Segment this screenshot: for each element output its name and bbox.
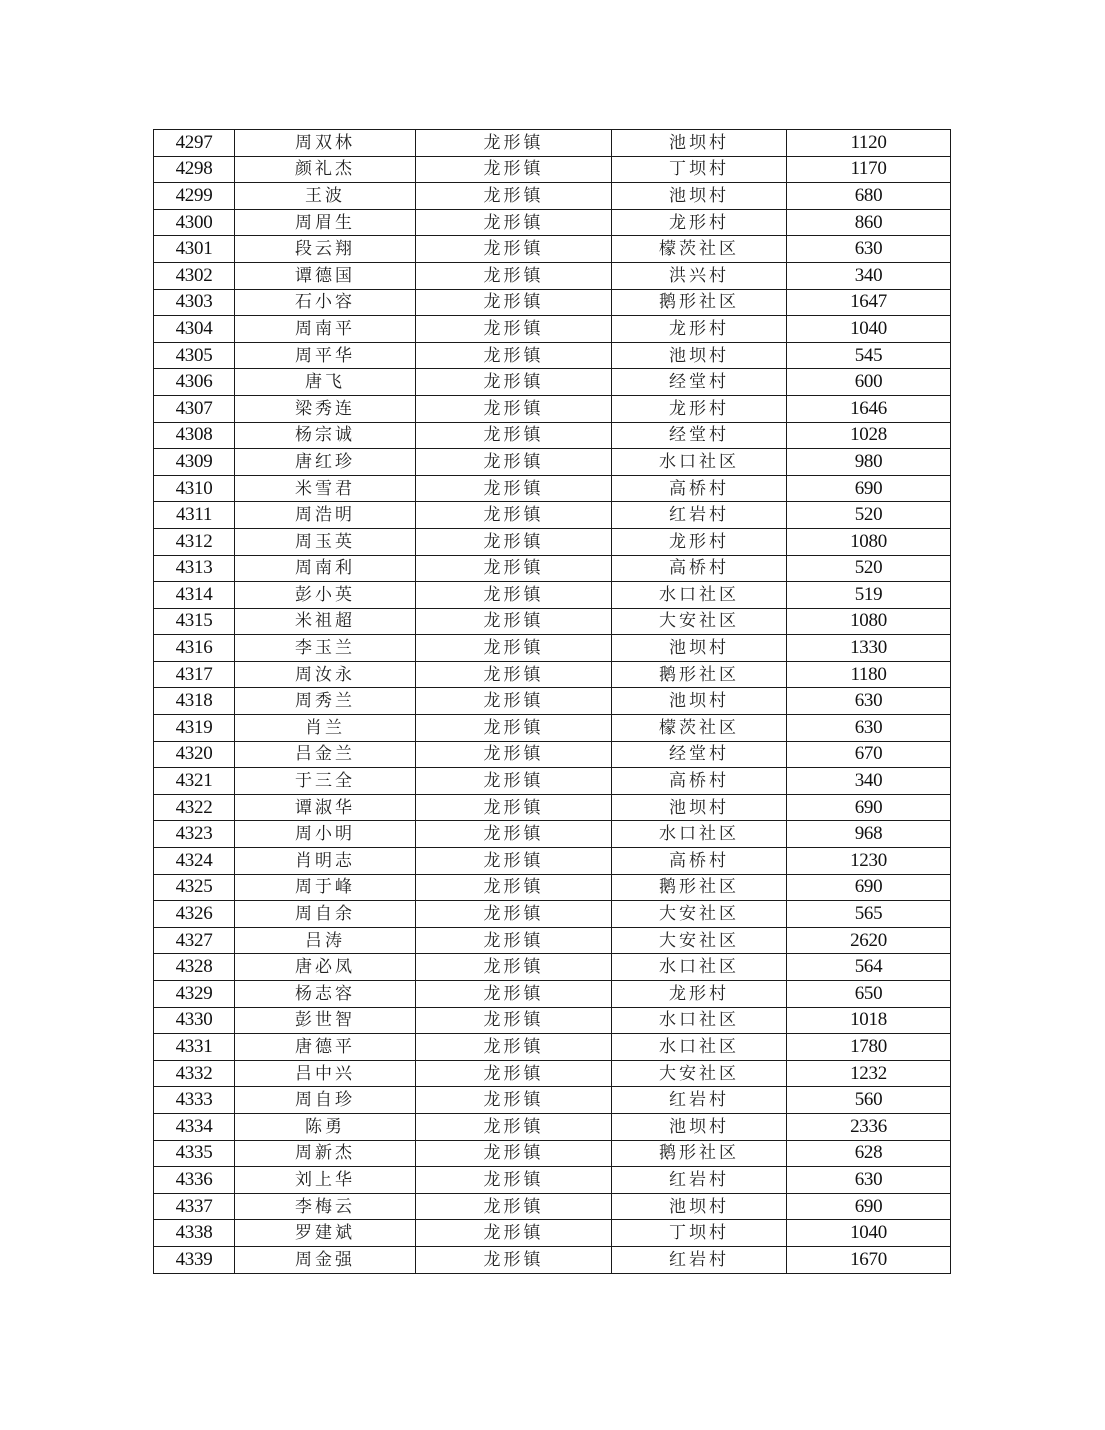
table-row	[154, 954, 951, 981]
cell-amount: 690	[787, 794, 951, 821]
cell-town: 龙形镇	[416, 848, 612, 875]
cell-amount: 980	[787, 449, 951, 476]
cell-name: 米雪君	[235, 475, 416, 502]
cell-id: 4334	[154, 1113, 235, 1140]
cell-id: 4310	[154, 475, 235, 502]
cell-name: 周于峰	[235, 874, 416, 901]
cell-town: 龙形镇	[416, 475, 612, 502]
cell-amount: 1028	[787, 422, 951, 449]
cell-town: 龙形镇	[416, 183, 612, 210]
cell-amount: 690	[787, 874, 951, 901]
cell-id: 4312	[154, 528, 235, 555]
cell-id: 4306	[154, 369, 235, 396]
cell-amount: 520	[787, 555, 951, 582]
table-row	[154, 1220, 951, 1247]
cell-id: 4322	[154, 794, 235, 821]
cell-name: 唐飞	[235, 369, 416, 396]
cell-name: 周南利	[235, 555, 416, 582]
cell-id: 4329	[154, 981, 235, 1008]
cell-village: 鹅形社区	[612, 1140, 787, 1167]
roster-table	[153, 129, 951, 1274]
cell-id: 4308	[154, 422, 235, 449]
cell-town: 龙形镇	[416, 1193, 612, 1220]
cell-town: 龙形镇	[416, 1113, 612, 1140]
cell-name: 周平华	[235, 342, 416, 369]
cell-village: 池坝村	[612, 342, 787, 369]
cell-town: 龙形镇	[416, 369, 612, 396]
cell-name: 陈勇	[235, 1113, 416, 1140]
cell-id: 4331	[154, 1034, 235, 1061]
cell-amount: 565	[787, 901, 951, 928]
table-row	[154, 130, 951, 157]
cell-town: 龙形镇	[416, 741, 612, 768]
cell-amount: 340	[787, 262, 951, 289]
cell-amount: 630	[787, 688, 951, 715]
cell-amount: 600	[787, 369, 951, 396]
cell-amount: 519	[787, 582, 951, 609]
table-row	[154, 981, 951, 1008]
cell-town: 龙形镇	[416, 1246, 612, 1273]
table-row	[154, 927, 951, 954]
cell-amount: 1330	[787, 635, 951, 662]
cell-name: 周眉生	[235, 209, 416, 236]
table-row	[154, 1060, 951, 1087]
table-row	[154, 582, 951, 609]
table-row	[154, 555, 951, 582]
cell-amount: 1670	[787, 1246, 951, 1273]
cell-amount: 670	[787, 741, 951, 768]
table-row	[154, 874, 951, 901]
cell-village: 水口社区	[612, 821, 787, 848]
cell-town: 龙形镇	[416, 954, 612, 981]
cell-name: 米祖超	[235, 608, 416, 635]
cell-town: 龙形镇	[416, 1140, 612, 1167]
cell-id: 4335	[154, 1140, 235, 1167]
cell-town: 龙形镇	[416, 422, 612, 449]
cell-village: 水口社区	[612, 449, 787, 476]
cell-id: 4300	[154, 209, 235, 236]
cell-name: 李梅云	[235, 1193, 416, 1220]
cell-name: 彭小英	[235, 582, 416, 609]
cell-amount: 1170	[787, 156, 951, 183]
cell-village: 高桥村	[612, 768, 787, 795]
table-row	[154, 502, 951, 529]
cell-town: 龙形镇	[416, 209, 612, 236]
cell-name: 颜礼杰	[235, 156, 416, 183]
table-row	[154, 528, 951, 555]
cell-id: 4327	[154, 927, 235, 954]
table-row	[154, 768, 951, 795]
table-row	[154, 741, 951, 768]
cell-amount: 2620	[787, 927, 951, 954]
cell-name: 周自珍	[235, 1087, 416, 1114]
cell-town: 龙形镇	[416, 981, 612, 1008]
cell-town: 龙形镇	[416, 1220, 612, 1247]
cell-name: 杨志容	[235, 981, 416, 1008]
cell-town: 龙形镇	[416, 289, 612, 316]
cell-name: 谭淑华	[235, 794, 416, 821]
table-row	[154, 342, 951, 369]
cell-name: 周小明	[235, 821, 416, 848]
cell-name: 梁秀连	[235, 395, 416, 422]
cell-town: 龙形镇	[416, 449, 612, 476]
cell-name: 彭世智	[235, 1007, 416, 1034]
cell-name: 吕金兰	[235, 741, 416, 768]
table-row	[154, 1007, 951, 1034]
cell-id: 4325	[154, 874, 235, 901]
cell-id: 4317	[154, 661, 235, 688]
table-row	[154, 1113, 951, 1140]
cell-village: 高桥村	[612, 555, 787, 582]
cell-town: 龙形镇	[416, 1087, 612, 1114]
cell-village: 龙形村	[612, 395, 787, 422]
cell-village: 水口社区	[612, 1034, 787, 1061]
table-row	[154, 901, 951, 928]
cell-village: 水口社区	[612, 954, 787, 981]
table-row	[154, 848, 951, 875]
cell-name: 周浩明	[235, 502, 416, 529]
cell-id: 4333	[154, 1087, 235, 1114]
cell-id: 4318	[154, 688, 235, 715]
roster-table-body	[154, 130, 951, 1274]
cell-town: 龙形镇	[416, 1034, 612, 1061]
cell-name: 吕涛	[235, 927, 416, 954]
cell-town: 龙形镇	[416, 715, 612, 742]
cell-town: 龙形镇	[416, 608, 612, 635]
table-row	[154, 316, 951, 343]
cell-amount: 630	[787, 715, 951, 742]
cell-name: 周自余	[235, 901, 416, 928]
cell-id: 4313	[154, 555, 235, 582]
cell-village: 鹅形社区	[612, 661, 787, 688]
cell-name: 周南平	[235, 316, 416, 343]
cell-name: 杨宗诚	[235, 422, 416, 449]
cell-town: 龙形镇	[416, 502, 612, 529]
cell-village: 丁坝村	[612, 156, 787, 183]
cell-name: 罗建斌	[235, 1220, 416, 1247]
cell-village: 鹅形社区	[612, 874, 787, 901]
cell-amount: 630	[787, 236, 951, 263]
cell-name: 段云翔	[235, 236, 416, 263]
cell-village: 池坝村	[612, 130, 787, 157]
cell-village: 檬茨社区	[612, 715, 787, 742]
table-row	[154, 156, 951, 183]
table-row	[154, 608, 951, 635]
cell-amount: 2336	[787, 1113, 951, 1140]
cell-amount: 560	[787, 1087, 951, 1114]
cell-name: 周玉英	[235, 528, 416, 555]
table-row	[154, 1246, 951, 1273]
cell-town: 龙形镇	[416, 821, 612, 848]
cell-id: 4307	[154, 395, 235, 422]
cell-name: 刘上华	[235, 1167, 416, 1194]
cell-name: 唐红珍	[235, 449, 416, 476]
cell-name: 肖明志	[235, 848, 416, 875]
table-row	[154, 395, 951, 422]
table-row	[154, 262, 951, 289]
cell-name: 石小容	[235, 289, 416, 316]
cell-amount: 1080	[787, 608, 951, 635]
cell-id: 4311	[154, 502, 235, 529]
cell-amount: 1180	[787, 661, 951, 688]
cell-name: 周新杰	[235, 1140, 416, 1167]
cell-village: 经堂村	[612, 741, 787, 768]
cell-village: 经堂村	[612, 369, 787, 396]
cell-name: 王波	[235, 183, 416, 210]
cell-town: 龙形镇	[416, 342, 612, 369]
cell-id: 4309	[154, 449, 235, 476]
cell-amount: 1040	[787, 1220, 951, 1247]
cell-id: 4326	[154, 901, 235, 928]
cell-village: 大安社区	[612, 901, 787, 928]
cell-amount: 564	[787, 954, 951, 981]
cell-id: 4316	[154, 635, 235, 662]
cell-town: 龙形镇	[416, 1060, 612, 1087]
cell-town: 龙形镇	[416, 528, 612, 555]
cell-town: 龙形镇	[416, 555, 612, 582]
cell-village: 池坝村	[612, 794, 787, 821]
cell-id: 4315	[154, 608, 235, 635]
cell-amount: 680	[787, 183, 951, 210]
cell-town: 龙形镇	[416, 768, 612, 795]
cell-town: 龙形镇	[416, 635, 612, 662]
cell-town: 龙形镇	[416, 901, 612, 928]
cell-village: 高桥村	[612, 848, 787, 875]
cell-id: 4305	[154, 342, 235, 369]
cell-town: 龙形镇	[416, 582, 612, 609]
cell-village: 池坝村	[612, 1113, 787, 1140]
cell-village: 檬茨社区	[612, 236, 787, 263]
table-row	[154, 422, 951, 449]
cell-town: 龙形镇	[416, 661, 612, 688]
cell-village: 红岩村	[612, 1167, 787, 1194]
cell-id: 4330	[154, 1007, 235, 1034]
table-row	[154, 1140, 951, 1167]
cell-amount: 1040	[787, 316, 951, 343]
cell-id: 4301	[154, 236, 235, 263]
cell-name: 唐必凤	[235, 954, 416, 981]
cell-name: 唐德平	[235, 1034, 416, 1061]
cell-id: 4304	[154, 316, 235, 343]
cell-id: 4328	[154, 954, 235, 981]
cell-village: 池坝村	[612, 635, 787, 662]
cell-id: 4314	[154, 582, 235, 609]
cell-town: 龙形镇	[416, 794, 612, 821]
cell-town: 龙形镇	[416, 874, 612, 901]
cell-id: 4320	[154, 741, 235, 768]
table-row	[154, 369, 951, 396]
cell-id: 4332	[154, 1060, 235, 1087]
cell-town: 龙形镇	[416, 156, 612, 183]
cell-village: 红岩村	[612, 502, 787, 529]
cell-village: 大安社区	[612, 927, 787, 954]
cell-id: 4336	[154, 1167, 235, 1194]
cell-id: 4299	[154, 183, 235, 210]
cell-amount: 860	[787, 209, 951, 236]
cell-amount: 1646	[787, 395, 951, 422]
table-row	[154, 449, 951, 476]
cell-village: 洪兴村	[612, 262, 787, 289]
cell-town: 龙形镇	[416, 927, 612, 954]
table-row	[154, 1167, 951, 1194]
cell-village: 大安社区	[612, 608, 787, 635]
table-row	[154, 289, 951, 316]
cell-village: 经堂村	[612, 422, 787, 449]
cell-village: 水口社区	[612, 582, 787, 609]
cell-amount: 628	[787, 1140, 951, 1167]
cell-village: 高桥村	[612, 475, 787, 502]
cell-village: 龙形村	[612, 528, 787, 555]
cell-name: 谭德国	[235, 262, 416, 289]
cell-town: 龙形镇	[416, 1007, 612, 1034]
cell-id: 4337	[154, 1193, 235, 1220]
cell-name: 吕中兴	[235, 1060, 416, 1087]
cell-id: 4303	[154, 289, 235, 316]
table-row	[154, 475, 951, 502]
table-row	[154, 183, 951, 210]
cell-id: 4302	[154, 262, 235, 289]
cell-amount: 630	[787, 1167, 951, 1194]
cell-amount: 545	[787, 342, 951, 369]
cell-id: 4297	[154, 130, 235, 157]
cell-name: 周汝永	[235, 661, 416, 688]
cell-id: 4338	[154, 1220, 235, 1247]
table-row	[154, 1034, 951, 1061]
table-row	[154, 1087, 951, 1114]
cell-name: 周金强	[235, 1246, 416, 1273]
cell-name: 周秀兰	[235, 688, 416, 715]
cell-village: 丁坝村	[612, 1220, 787, 1247]
cell-amount: 340	[787, 768, 951, 795]
table-row	[154, 821, 951, 848]
cell-amount: 1080	[787, 528, 951, 555]
cell-town: 龙形镇	[416, 316, 612, 343]
cell-village: 红岩村	[612, 1246, 787, 1273]
cell-town: 龙形镇	[416, 688, 612, 715]
cell-amount: 968	[787, 821, 951, 848]
cell-amount: 1230	[787, 848, 951, 875]
cell-name: 周双林	[235, 130, 416, 157]
cell-town: 龙形镇	[416, 236, 612, 263]
cell-amount: 1647	[787, 289, 951, 316]
cell-village: 大安社区	[612, 1060, 787, 1087]
cell-village: 池坝村	[612, 1193, 787, 1220]
cell-village: 池坝村	[612, 183, 787, 210]
cell-amount: 690	[787, 475, 951, 502]
cell-amount: 520	[787, 502, 951, 529]
cell-town: 龙形镇	[416, 130, 612, 157]
cell-name: 肖兰	[235, 715, 416, 742]
cell-amount: 1018	[787, 1007, 951, 1034]
cell-village: 龙形村	[612, 981, 787, 1008]
table-row	[154, 236, 951, 263]
cell-id: 4319	[154, 715, 235, 742]
cell-amount: 690	[787, 1193, 951, 1220]
cell-amount: 1232	[787, 1060, 951, 1087]
cell-id: 4339	[154, 1246, 235, 1273]
table-row	[154, 635, 951, 662]
table-row	[154, 1193, 951, 1220]
cell-amount: 1120	[787, 130, 951, 157]
cell-id: 4324	[154, 848, 235, 875]
table-row	[154, 688, 951, 715]
cell-village: 鹅形社区	[612, 289, 787, 316]
cell-village: 池坝村	[612, 688, 787, 715]
cell-village: 龙形村	[612, 316, 787, 343]
cell-town: 龙形镇	[416, 1167, 612, 1194]
cell-village: 红岩村	[612, 1087, 787, 1114]
cell-town: 龙形镇	[416, 262, 612, 289]
cell-id: 4323	[154, 821, 235, 848]
cell-name: 于三全	[235, 768, 416, 795]
cell-village: 龙形村	[612, 209, 787, 236]
cell-town: 龙形镇	[416, 395, 612, 422]
table-row	[154, 661, 951, 688]
table-row	[154, 794, 951, 821]
cell-name: 李玉兰	[235, 635, 416, 662]
cell-village: 水口社区	[612, 1007, 787, 1034]
cell-amount: 1780	[787, 1034, 951, 1061]
table-row	[154, 209, 951, 236]
cell-id: 4321	[154, 768, 235, 795]
cell-id: 4298	[154, 156, 235, 183]
table-row	[154, 715, 951, 742]
cell-amount: 650	[787, 981, 951, 1008]
